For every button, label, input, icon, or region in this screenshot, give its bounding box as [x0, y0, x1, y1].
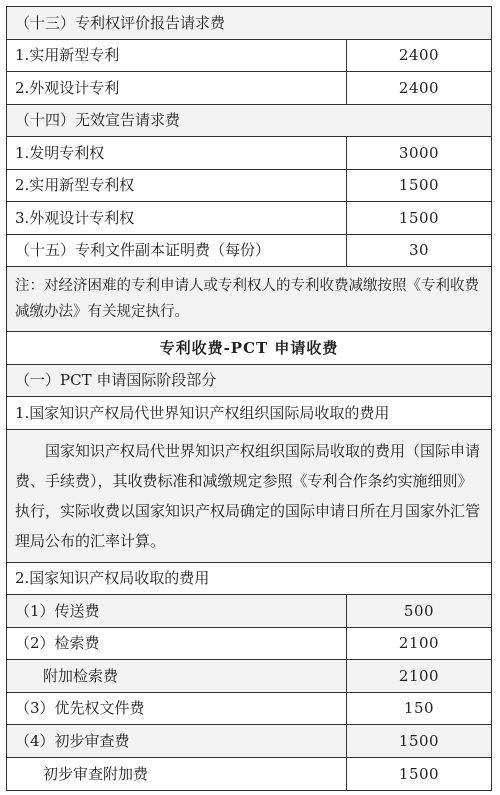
fee-label: 2.外观设计专利 — [7, 72, 347, 104]
fee-label: 2.实用新型专利权 — [7, 170, 347, 202]
fee-label: 3.外观设计专利权 — [7, 202, 347, 234]
note-row — [7, 267, 491, 332]
fee-value: 30 — [408, 241, 430, 260]
fee-label: 初步审查附加费 — [7, 758, 347, 791]
table-row — [7, 693, 491, 726]
fee-value: 2100 — [398, 666, 440, 685]
fee-value: 2400 — [398, 46, 440, 65]
section-14-title: （十四）无效宣告请求费 — [15, 111, 181, 130]
fee-label: （4）初步审查费 — [7, 725, 347, 757]
pct-sub1-paragraph: 国家知识产权局代世界知识产权组织国际局收取的费用（国际申请费、手续费），其收费标准和减缴规定参照《专利合作条约实施细则》执行，实际收费以国家知识产权局确定的国际申请日所在月国家外汇管理局公布的汇率计算。 — [15, 441, 481, 550]
pct-part1-title: （一）PCT 申请国际阶段部分 — [15, 371, 217, 390]
section-13-title-row — [7, 7, 491, 40]
pct-sub1-paragraph-row — [7, 430, 491, 563]
pct-sub1-row — [7, 397, 491, 430]
fee-value: 3000 — [398, 143, 440, 162]
pct-sub1-title: 1.国家知识产权局代世界知识产权组织国际局收取的费用 — [15, 403, 390, 422]
fee-value: 1500 — [398, 764, 440, 783]
pct-sub2-title: 2.国家知识产权局收取的费用 — [15, 569, 210, 588]
fee-label: 1.发明专利权 — [7, 137, 347, 169]
fee-label: 1.实用新型专利 — [7, 40, 347, 72]
table-row — [7, 72, 491, 105]
fee-table — [6, 6, 492, 791]
fee-value: 500 — [403, 601, 435, 620]
pct-part1-row — [7, 365, 491, 398]
fee-label: （3）优先权文件费 — [7, 693, 347, 725]
table-row — [7, 660, 491, 693]
table-row — [7, 628, 491, 661]
section-15-row — [7, 235, 491, 268]
fee-value: 150 — [403, 699, 435, 718]
fee-label: （2）检索费 — [7, 628, 347, 660]
section-13-title: （十三）专利权评价报告请求费 — [15, 13, 226, 32]
table-row — [7, 170, 491, 203]
pct-sub2-row — [7, 563, 491, 596]
table-row — [7, 202, 491, 235]
fee-value: 2400 — [398, 78, 440, 97]
note-text: 注：对经济困难的专利申请人或专利权人的专利收费减缴按照《专利收费减缴办法》有关规定执行。 — [15, 278, 479, 320]
fee-label: 附加检索费 — [7, 660, 347, 692]
fee-value: 1500 — [398, 731, 440, 750]
fee-value: 1500 — [398, 176, 440, 195]
pct-heading-row — [7, 332, 491, 365]
table-row — [7, 595, 491, 628]
section-14-title-row — [7, 105, 491, 138]
fee-value: 2100 — [398, 634, 440, 653]
fee-value: 1500 — [398, 208, 440, 227]
table-row — [7, 725, 491, 758]
pct-heading: 专利收费-PCT 申请收费 — [159, 338, 339, 357]
table-row — [7, 40, 491, 73]
table-row — [7, 758, 491, 791]
fee-label: （1）传送费 — [7, 595, 347, 627]
fee-label: （十五）专利文件副本证明费（每份） — [7, 235, 347, 267]
table-row — [7, 137, 491, 170]
